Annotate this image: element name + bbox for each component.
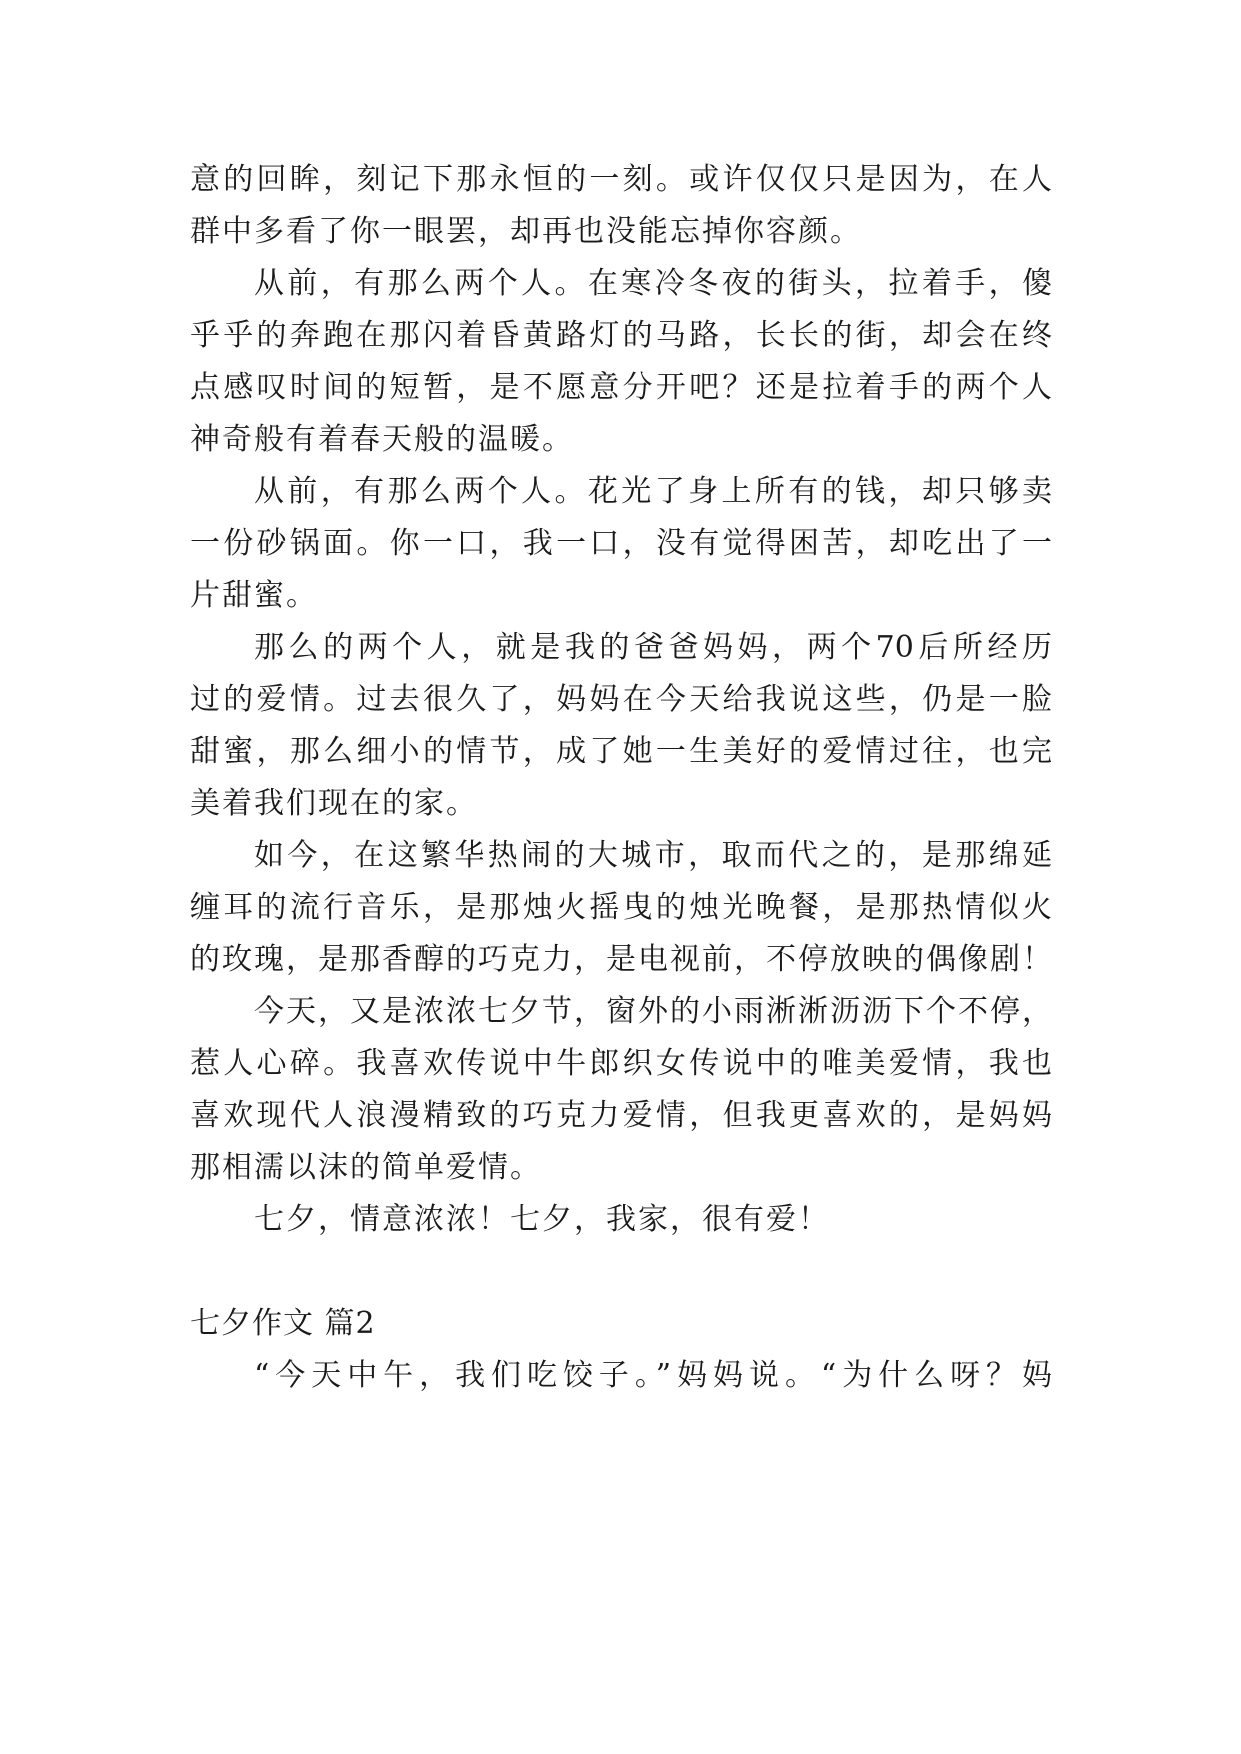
section-heading: 七夕作文 篇2 [190,1306,376,1341]
paragraph-first-line: 从前，有那么两个人。花光了身上所有的钱，却只够卖 [254,474,1052,509]
text-line: 惹人心碎。我喜欢传说中牛郎织女传说中的唯美爱情，我也 [190,1046,1052,1081]
paragraph-first-line: “今天中午，我们吃饺子。”妈妈说。“为什么呀？妈 [254,1358,1052,1393]
text-line: 缠耳的流行音乐，是那烛火摇曳的烛光晚餐，是那热情似火 [190,890,1052,925]
text-line: 一份砂锅面。你一口，我一口，没有觉得困苦，却吃出了一 [190,526,1052,561]
text-line: 点感叹时间的短暂，是不愿意分开吧？还是拉着手的两个人 [190,370,1052,405]
paragraph-first-line: 从前，有那么两个人。在寒冷冬夜的街头，拉着手，傻 [254,266,1052,301]
text-line: 甜蜜，那么细小的情节，成了她一生美好的爱情过往，也完 [190,734,1052,769]
paragraph-first-line: 如今，在这繁华热闹的大城市，取而代之的，是那绵延 [254,838,1052,873]
text-line: 群中多看了你一眼罢，却再也没能忘掉你容颜。 [190,214,862,249]
paragraph-first-line: 七夕，情意浓浓！七夕，我家，很有爱！ [254,1202,830,1237]
text-line: 那相濡以沫的简单爱情。 [190,1150,542,1185]
text-line: 美着我们现在的家。 [190,786,478,821]
paragraph-first-line: 今天，又是浓浓七夕节，窗外的小雨淅淅沥沥下个不停， [254,994,1052,1029]
text-line: 喜欢现代人浪漫精致的巧克力爱情，但我更喜欢的，是妈妈 [190,1098,1052,1133]
text-line: 片甜蜜。 [190,578,318,613]
text-line: 意的回眸，刻记下那永恒的一刻。或许仅仅只是因为，在人 [190,162,1052,197]
text-line: 乎乎的奔跑在那闪着昏黄路灯的马路，长长的街，却会在终 [190,318,1052,353]
paragraph-first-line: 那么的两个人，就是我的爸爸妈妈，两个70后所经历 [254,630,1052,665]
text-line: 的玫瑰，是那香醇的巧克力，是电视前，不停放映的偶像剧！ [190,942,1052,977]
text-line: 神奇般有着春天般的温暖。 [190,422,574,457]
text-line: 过的爱情。过去很久了，妈妈在今天给我说这些，仍是一脸 [190,682,1052,717]
